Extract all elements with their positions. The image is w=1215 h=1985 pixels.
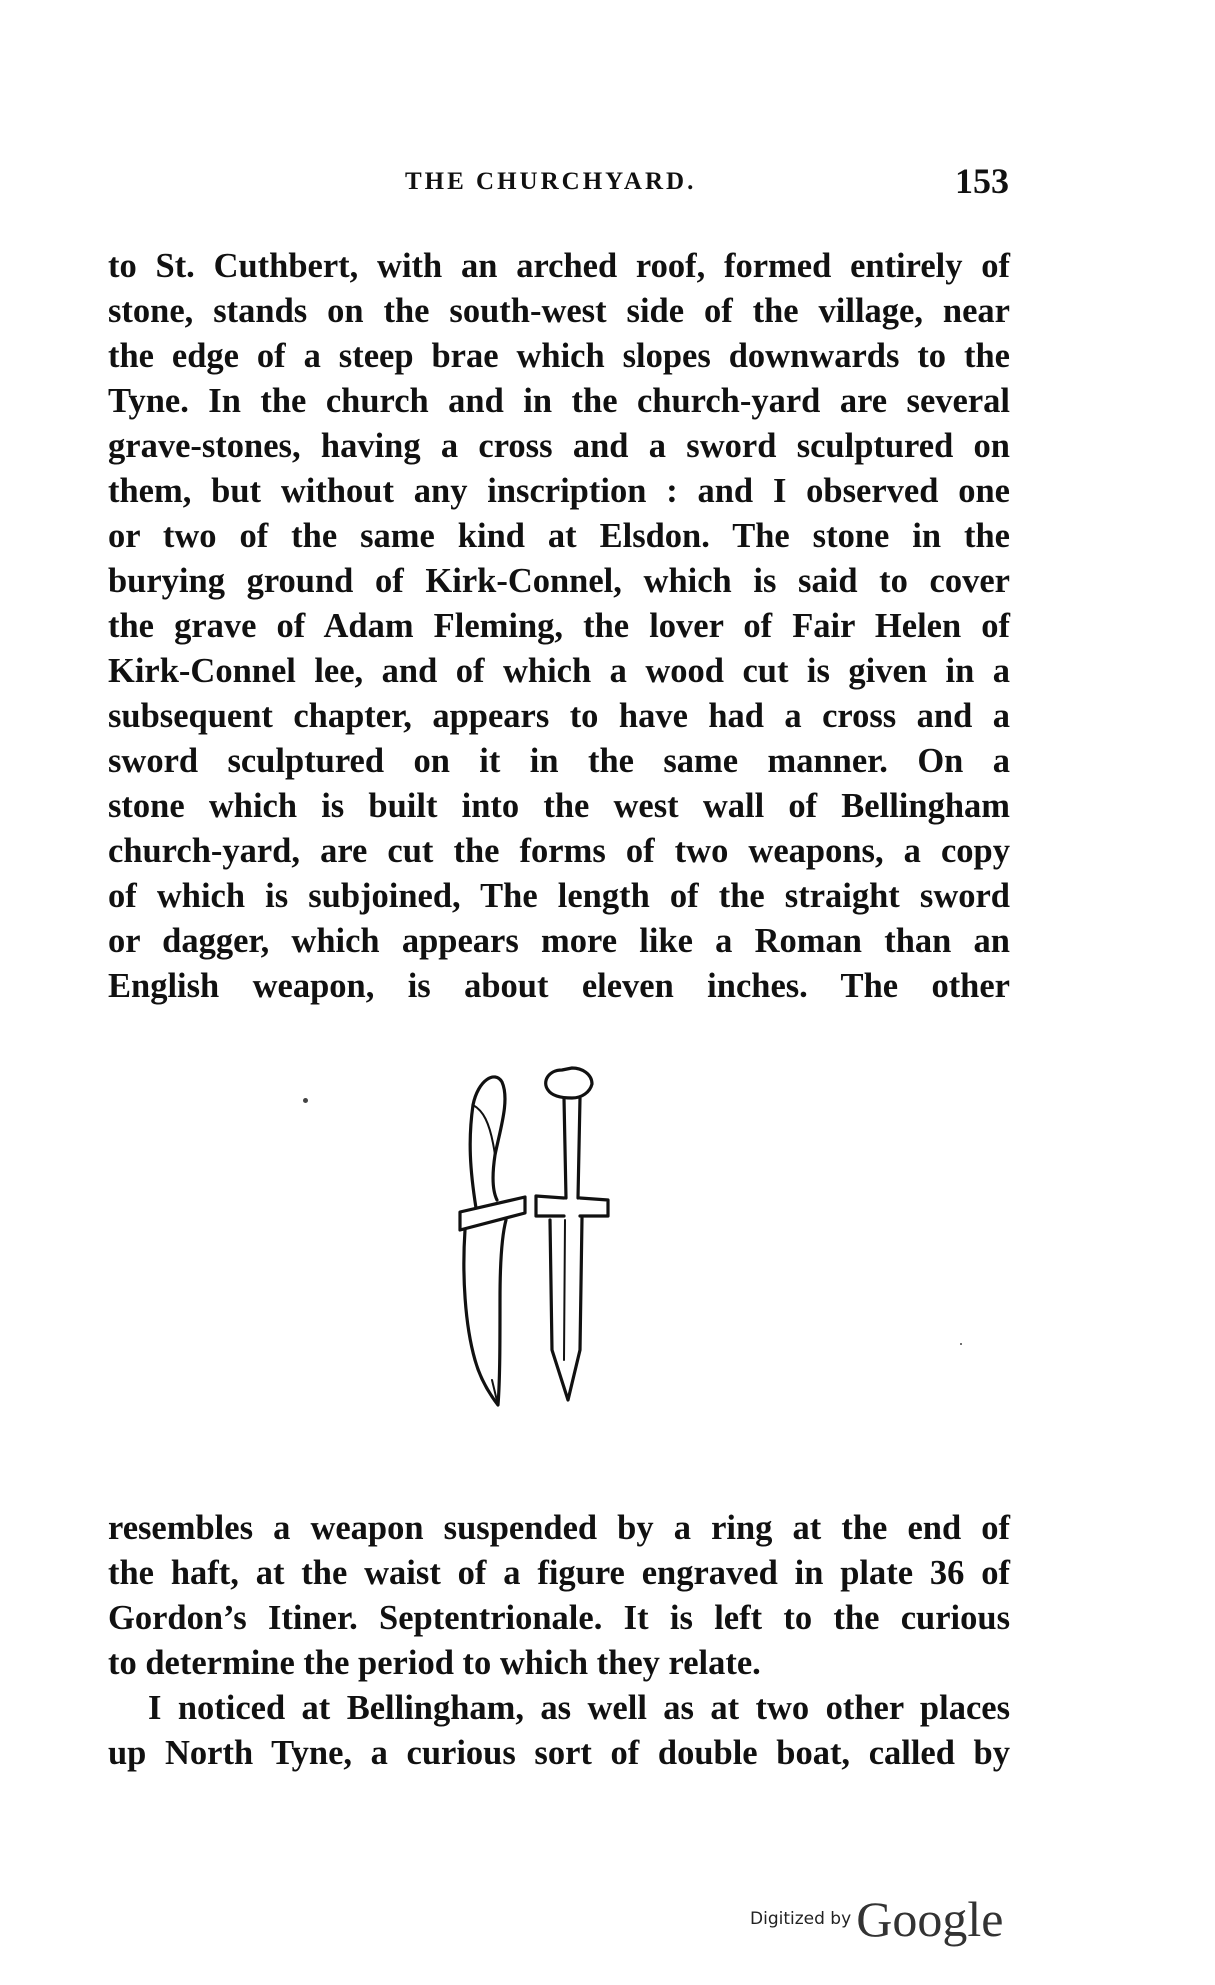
google-logo: Google bbox=[856, 1891, 1004, 1947]
text-line: the grave of Adam Fleming, the lover of Fair Helen of bbox=[108, 607, 1010, 645]
straight-dagger-figure bbox=[536, 1068, 608, 1400]
text-line: resembles a weapon suspended by a ring at the end of bbox=[108, 1509, 1010, 1547]
text-line: or dagger, which appears more like a Roman than an bbox=[108, 922, 1010, 960]
text-line: church-yard, are cut the forms of two weapons, a copy bbox=[108, 832, 1010, 870]
paragraph-3-line: I noticed at Bellingham, as well as at two other places bbox=[148, 1689, 1010, 1727]
text-line: burying ground of Kirk-Connel, which is said to cover bbox=[108, 562, 1010, 600]
text-line: or two of the same kind at Elsdon. The stone in the bbox=[108, 517, 1010, 555]
running-head: THE CHURCHYARD. bbox=[405, 168, 697, 195]
paragraph-2 bbox=[108, 1506, 1010, 1776]
text-line: English weapon, is about eleven inches. The other bbox=[108, 967, 1010, 1005]
scan-speck bbox=[960, 1343, 962, 1345]
text-line: them, but without any inscription : and I observed one bbox=[108, 472, 1010, 510]
text-line: Gordon’s Itiner. Septentrionale. It is left to the curious bbox=[108, 1599, 1010, 1637]
text-line: to St. Cuthbert, with an arched roof, formed entirely of bbox=[108, 247, 1010, 285]
paragraph-1 bbox=[108, 244, 1010, 1009]
text-line: Kirk-Connel lee, and of which a wood cut is given in a bbox=[108, 652, 1010, 690]
text-line: the haft, at the waist of a figure engraved in plate 36 of bbox=[108, 1554, 1010, 1592]
text-line: of which is subjoined, The length of the straight sword bbox=[108, 877, 1010, 915]
text-line: Tyne. In the church and in the church-yard are several bbox=[108, 382, 1010, 420]
digitized-label: Digitized by bbox=[750, 1909, 852, 1929]
text-line: to determine the period to which they relate. bbox=[108, 1644, 761, 1682]
text-line: grave-stones, having a cross and a sword sculptured on bbox=[108, 427, 1010, 465]
text-line: subsequent chapter, appears to have had a cross and a bbox=[108, 697, 1010, 735]
page-number: 153 bbox=[955, 161, 1009, 201]
text-line: stone, stands on the south-west side of the village, near bbox=[108, 292, 1010, 330]
paragraph-3-line: up North Tyne, a curious sort of double boat, called by bbox=[108, 1734, 1010, 1772]
text-line: stone which is built into the west wall of Bellingham bbox=[108, 787, 1010, 825]
curved-knife-figure bbox=[460, 1077, 525, 1405]
weapons-woodcut bbox=[440, 1060, 710, 1460]
text-line: sword sculptured on it in the same manner. On a bbox=[108, 742, 1010, 780]
text-line: the edge of a steep brae which slopes downwards to the bbox=[108, 337, 1010, 375]
digitized-by-google-watermark bbox=[750, 1890, 1003, 1948]
scan-speck bbox=[303, 1098, 308, 1103]
